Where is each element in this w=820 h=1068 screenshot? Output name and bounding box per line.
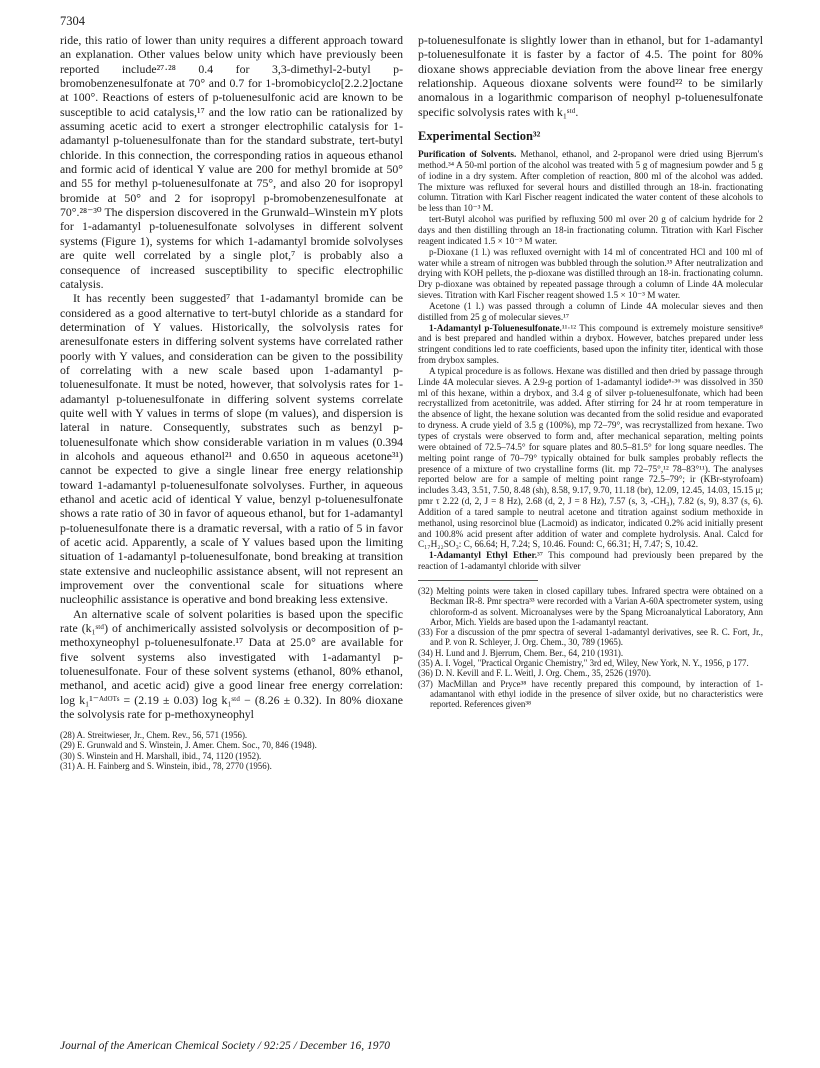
journal-footer: Journal of the American Chemical Society / 92:25 / December 16, 1970: [60, 1040, 391, 1052]
experimental-paragraph: [418, 302, 763, 324]
lead-paragraph-block: [418, 33, 763, 119]
left-column: [60, 33, 403, 772]
experimental-paragraph: [418, 324, 763, 367]
paragraph-text: p-Dioxane (1 l.) was refluxed overnight with 14 ml of concentrated HCl and 100 ml of water while a stream of nitrogen was bubbled through the solution.³⁵ After neutralization and drying with KOH pellets, the p-dioxane was distilled through an 18-in. fractionating column. Dry p-dioxane was obtained by repeated passage through a column of Linde 4A molecular sieves. Titration with Karl Fischer reagent showed 1.5 × 10⁻³ M water.: [418, 247, 763, 302]
footnote: (36) D. N. Kevill and F. L. Weitl, J. Org. Chem., 35, 2526 (1970).: [418, 668, 651, 679]
experimental-paragraph: [418, 367, 763, 551]
paragraph: An alternative scale of solvent polarities is based upon the specific rate (k₁ˢᵗᵈ) of anchimerically assisted solvolysis or decomposition of p-methoxyneophyl p-toluenesulfonate.¹⁷ Data at 25.0° are available for five solvent systems also investigated with 1-adamantyl p-toluenesulfonate. Four of these solvent systems (ethanol, 80% ethanol, methanol, and acetic acid) give a good linear free energy correlation: log k₁¹⁻ᴬᵈᴼᵀˢ = (2.19 ± 0.03) log k₁ˢᵗᵈ − (8.26 ± 0.32). In 80% dioxane the solvolysis rate for p-methoxyneophyl: [60, 606, 403, 722]
paragraph: ride, this ratio of lower than unity requires a different approach toward an explanation. Other values below unity which have previously been reported include²⁷·²⁸ 0.4 for 3,3-dimethyl-2-butyl p-bromobenzenesulfonate at 70° and 0.7 for 1-bromobicyclo[2.2.2]octane at 100°. Reactions of esters of p-toluenesulfonic acid are known to be susceptible to acid catalysis,¹⁷ and the low ratio can be rationalized by assuming acetic acid to exert a stronger electrophilic catalysis for 1-adamantyl p-toluenesulfonate than for the standard substrate, tert-butyl chloride. In this connection, the corresponding ratios in aqueous ethanol and formic acid of identical Y value are 200 for methyl bromide at 50° and 55 for methyl p-toluenesulfonate at 75°, and also 20 for isopropyl bromide at 50° and 2 for isopropyl p-bromobenzenesulfonate at 70°.²⁸⁻³⁰ The dispersion discovered in the Grunwald–Winstein mY plots for 1-adamantyl p-toluenesulfonate solvolyses in different solvent systems (Figure 1), systems for which 1-adamantyl bromide solvolyses are quite well correlated by a single plot,⁷ is probably also a consequence of increased susceptibility to specific electrophilic catalysis.: [60, 33, 403, 291]
footnote-list: [418, 586, 763, 710]
footnote: (34) H. Lund and J. Bjerrum, Chem. Ber., 64, 210 (1931).: [418, 647, 624, 658]
subheading: 1-Adamantyl p-Toluenesulfonate.: [429, 323, 562, 334]
paragraph-text: A typical procedure is as follows. Hexane was distilled and then dried by passage through Linde 4A molecular sieves. A 2.9-g portion of 1-adamantyl iodide⁸·³⁶ was dissolved in 350 ml of this hexane, within a drybox, and 3.4 g of silver p-toluenesulfonate, which had been recrystallized from acetonitrile, was added. After stirring for 24 hr at room temperature in the absence of light, the hexane solution was decanted from the solid residue and evaporated to dryness. A crude yield of 3.5 g (100%), mp 72–79°, was recrystallized from hexane. Two types of crystals were observed to form and, after mechanical separation, melting points were obtained of 72.5–74.5° for square plates and 80.5–81.5° for long square needles. The melting point range of 70–79° typically obtained for bulk samples probably reflects the presence of a mixture of two crystalline forms (lit. mp 72–75°,¹² 78–83°¹¹). The analyses reported below are for a sample of melting point range 72.5–79°; ir (KBr-styrofoam) includes 3.43, 3.51, 7.50, 8.48 (sh), 8.58, 9.17, 9.70, 11.18 (br), 12.09, 12.45, 14.03, 15.15 μ; pmr τ 2.22 (d, 2, J = 8 Hz), 2.68 (d, 2, J = 8 Hz), 7.57 (s, 3, -CH₃), 7.82 (s, 9), 8.37 (s, 6). Addition of a tared sample to neutral acetone and titration against sodium methoxide in methanol, using resorcinol blue (Lacmoid) as indicator, indicated 0.2% acid initially present and 100.8% acid present after addition of water and complete hydrolysis. Anal. Calcd for C₁₇H₂₂SO₃: C, 66.64; H, 7.24; S, 10.46. Found: C, 66.31; H, 7.47; S, 10.42.: [418, 366, 763, 551]
footnote: (35) A. I. Vogel, "Practical Organic Chemistry," 3rd ed, Wiley, New York, N. Y., 1956, p 177.: [418, 658, 749, 669]
experimental-section: [418, 150, 763, 573]
paragraph: It has recently been suggested⁷ that 1-adamantyl bromide can be considered as a good alternative to tert-butyl chloride as a standard for determination of Y values. Historically, the solvolysis rates for arenesulfonate esters in differing solvent systems have correlated rather poorly with Y values, and consideration can be given to the possibility of correlating with a new scale based upon 1-adamantyl p-toluenesulfonate. It must be noted, however, that solvolysis rates for 1-adamantyl p-toluenesulfonate in differing solvent systems correlate quite well with Y values in terms of slope (m values), and dispersion is lateral in nature. Consequently, substrates such as benzyl p-toluenesulfonate which show considerable variation in m values (0.394 in alcohols and aqueous ethanol²¹ and 0.650 in aqueous acetone³¹) cannot be expected to give a single linear free energy relationship toward 1-adamantyl p-toluenesulfonate solvolyses. Further, in aqueous ethanol and acetic acid of identical Y value, benzyl p-toluenesulfonate shows a rate ratio of 30 in favor of aqueous ethanol, but for 1-adamantyl p-toluenesulfonate there is a dramatic reversal, with a ratio of 5 in favor of acetic acid. Apparently, a scale of Y values based upon the limiting situation of 1-adamantyl p-toluenesulfonate, bond breaking at transition state extensive and nucleophilic assistance absent, will not represent an improvement over the conventional scale for situations where nucleophilic assistance is operative and bond breaking less extensive.: [60, 291, 403, 607]
footnote: (33) For a discussion of the pmr spectra of several 1-adamantyl derivatives, see R. C. Fort, Jr., and P. von R. Schleyer, J. Org. Chem., 30, 789 (1965).: [418, 627, 763, 648]
paragraph-text: tert-Butyl alcohol was purified by refluxing 500 ml over 20 g of calcium hydride for 2 days and then distilling through an 18-in fractionating column. Titration with Karl Fischer reagent indicated 1.5 × 10⁻³ M water.: [418, 215, 763, 247]
page-number: 7304: [60, 14, 85, 28]
paragraph: p-toluenesulfonate is slightly lower than in ethanol, but for 1-adamantyl p-toluenesulfonate it is faster by a factor of 4.5. The point for 80% dioxane shows appreciable deviation from the above linear free energy relationship. Aqueous dioxane solvents were found²² to be similarly anomalous in a logarithmic comparison of neophyl p-toluenesulfonate specific solvolysis rates with k₁ˢᵗᵈ.: [418, 33, 763, 119]
section-title: Experimental Section³²: [418, 129, 541, 144]
paragraph-text: Methanol, ethanol, and 2-propanol were dried using Bjerrum's method.³⁴ A 50-ml portion of the alcohol was treated with 5 g of magnesium powder and 5 g of iodine in a dry system. After completion of reaction, 800 ml of the alcohol was added. The mixture was refluxed for several hours and distilled through an 18-in. fractionating column. Titration with Karl Fischer reagent indicated the water content of these alcohols to be less than 10⁻³ M.: [418, 150, 764, 215]
right-column: [418, 33, 763, 710]
reference: (30) S. Winstein and H. Marshall, ibid., 74, 1120 (1952).: [60, 750, 262, 761]
subheading: 1-Adamantyl Ethyl Ether.: [429, 551, 538, 562]
reference: (29) E. Grunwald and S. Winstein, J. Amer. Chem. Soc., 70, 846 (1948).: [60, 740, 317, 751]
footnote: (37) MacMillan and Pryce³⁸ have recently prepared this compound, by interaction of 1-adamantanol with ethyl iodide in the presence of silver oxide, but no characteristics were reported. References given³⁸: [418, 678, 763, 710]
reference-list: [60, 730, 403, 772]
experimental-paragraph: [418, 215, 763, 248]
footnote-divider: [418, 580, 538, 581]
paragraph-text: Acetone (1 l.) was passed through a column of Linde 4A molecular sieves and then distilled from 25 g of molecular sieves.¹⁷: [418, 301, 763, 323]
reference: (28) A. Streitwieser, Jr., Chem. Rev., 56, 571 (1956).: [60, 729, 248, 740]
reference: (31) A. H. Fainberg and S. Winstein, ibid., 78, 2770 (1956).: [60, 761, 272, 772]
subheading: Purification of Solvents.: [418, 150, 517, 161]
body-text: [60, 33, 403, 722]
paragraph-text: ³⁷ This compound had previously been prepared by the reaction of 1-adamantyl chloride with silver: [418, 551, 763, 573]
experimental-paragraph: [418, 248, 763, 302]
footnote: (32) Melting points were taken in closed capillary tubes. Infrared spectra were obtained on a Beckman IR-8. Pmr spectra³³ were recorded with a Varian A-60A spectrometer system, using chloroform-d as solvent. Microanalyses were by the Spang Microanalytical Laboratory, Ann Arbor, Mich. Yields are based upon the 1-adamantyl reactant.: [418, 585, 763, 627]
experimental-paragraph: [418, 150, 763, 215]
experimental-paragraph: [418, 551, 763, 573]
paragraph-text: ¹¹·¹² This compound is extremely moisture sensitive⁸ and is best prepared and handled within a drybox. However, batches prepared under less stringent conditions led to rate coefficients, based upon the infinity titer, identical with those from drybox samples.: [418, 323, 763, 367]
